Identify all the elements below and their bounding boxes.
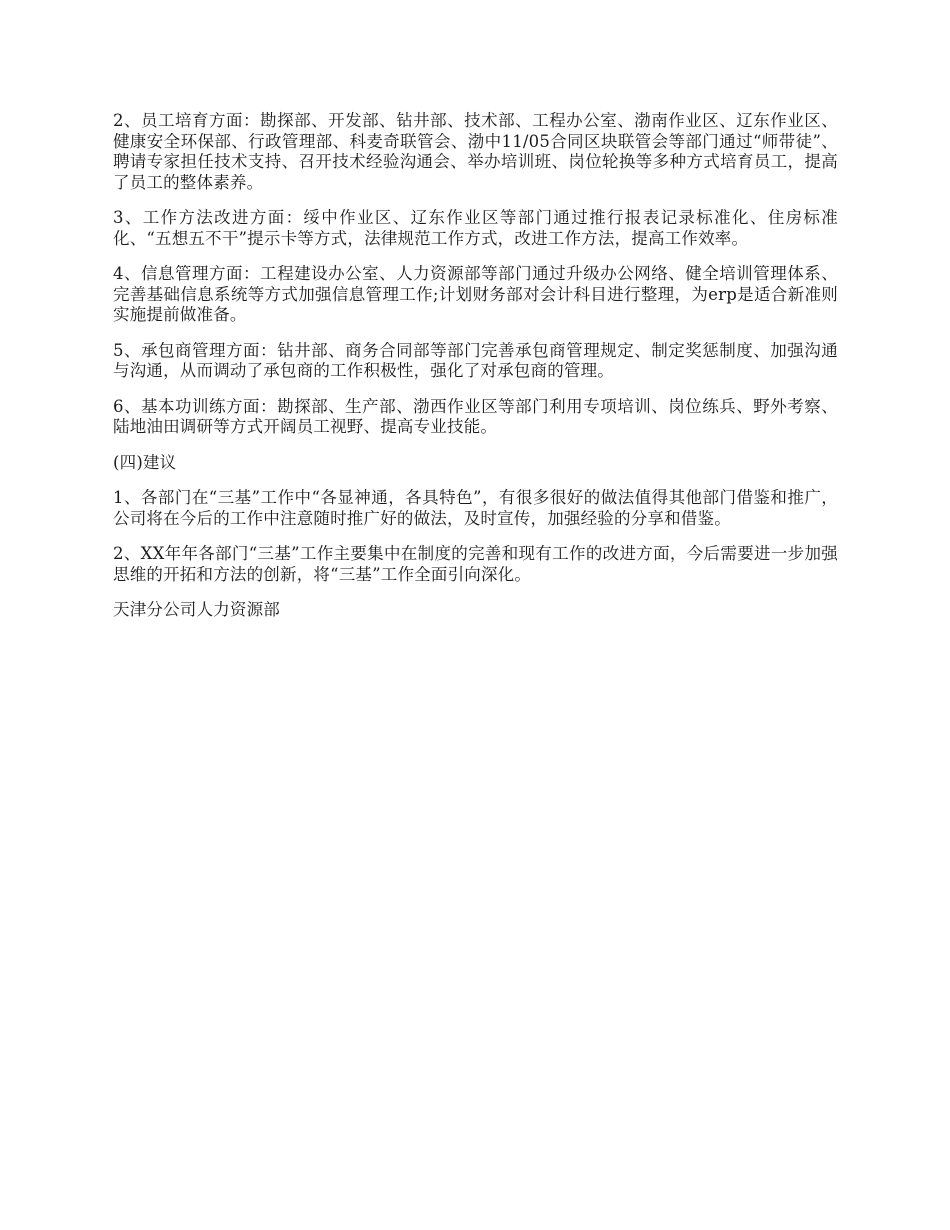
paragraph-information-management: 4、信息管理方面：工程建设办公室、人力资源部等部门通过升级办公网络、健全培训管理体系、完善基础信息系统等方式加强信息管理工作;计划财务部对会计科目进行整理，为erp是适合新准则实施提前做准备。 [113, 264, 838, 324]
paragraph-suggestion-2: 2、XX年年各部门“三基”工作主要集中在制度的完善和现有工作的改进方面，今后需要进一步加强思维的开拓和方法的创新，将“三基”工作全面引向深化。 [113, 544, 838, 584]
document-page [113, 111, 838, 636]
paragraph-work-method-improvement: 3、工作方法改进方面：绥中作业区、辽东作业区等部门通过推行报表记录标准化、住房标准化、“五想五不干”提示卡等方式，法律规范工作方式，改进工作方法，提高工作效率。 [113, 208, 838, 248]
signature-department: 天津分公司人力资源部 [113, 600, 280, 619]
paragraph-basic-skills-training: 6、基本功训练方面：勘探部、生产部、渤西作业区等部门利用专项培训、岗位练兵、野外考察、陆地油田调研等方式开阔员工视野、提高专业技能。 [113, 396, 838, 436]
paragraph-suggestion-1: 1、各部门在“三基”工作中“各显神通，各具特色”，有很多很好的做法值得其他部门借鉴和推广，公司将在今后的工作中注意随时推广好的做法，及时宣传，加强经验的分享和借鉴。 [113, 488, 838, 528]
paragraph-contractor-management: 5、承包商管理方面：钻井部、商务合同部等部门完善承包商管理规定、制定奖惩制度、加强沟通与沟通，从而调动了承包商的工作积极性，强化了对承包商的管理。 [113, 340, 838, 380]
section-heading-suggestions: (四)建议 [113, 452, 177, 472]
paragraph-staff-training: 2、员工培育方面：勘探部、开发部、钻井部、技术部、工程办公室、渤南作业区、辽东作业区、健康安全环保部、行政管理部、科麦奇联管会、渤中11/05合同区块联管会等部门通过“师带徒”、聘请专家担任技术支持、召开技术经验沟通会、举办培训班、岗位轮换等多种方式培育员工，提高了员工的整体素养。 [113, 111, 838, 192]
